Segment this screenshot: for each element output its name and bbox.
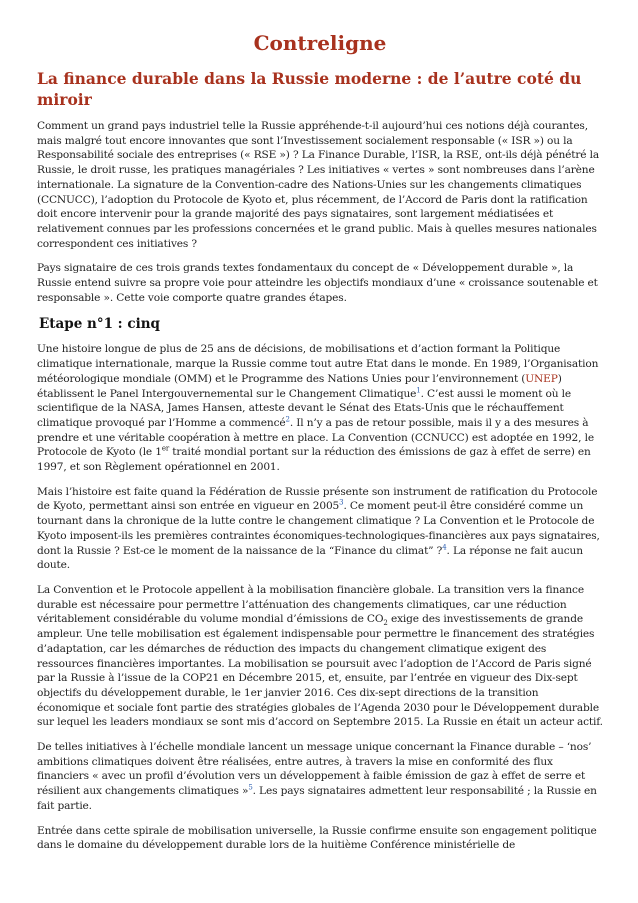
ordinal-superscript: er [161,444,170,453]
paragraph-engagement: Entrée dans cette spirale de mobilisation universelle, la Russie confirme ensuite son engagement politique dans le domaine du développement durable lors de la huitième Conférence ministérielle de [37,824,597,852]
text-run: exige des investissements de grande ampleur. Une telle mobilisation est également indispensable pour permettre le financement des stratégies d’adaptation, car les démarches de réduction des impacts du changement climatique exigent des ressources financières importantes. La mobilisation se poursuit avec l’adoption de l’Accord de Paris signé par la Russie à l’issue de la COP21 en Décembre 2015, et, ensuite, par l’entrée en vigueur des Dix-sept objectifs du développement durable, le 1er janvier 2016. Ces dix-sept directions de la transition économique et sociale font partie des stratégies globales de l’Agenda 2030 pour le Développement durable sur lequel les leaders mondiaux se sont mis d’accord on Septembre 2015. La Russie en était un acteur actif. [37,613,603,729]
footnote-ref-1[interactable]: 1 [416,386,421,395]
text-run: traité mondial portant sur la réduction des émissions de gaz à effet de serre) en 1997, et son Règlement opérationnel en 2001. [37,446,591,474]
footnote-ref-4[interactable]: 4 [442,543,447,552]
co2-subscript: 2 [383,619,388,628]
text-run: . Les pays signataires admettent leur responsabilité ; la Russie en fait partie. [37,785,597,812]
text-run: . Ce moment peut-il être considéré comme un tournant dans la chronique de la lutte contre le changement climatique ? La Convention et le Protocole de Kyoto imposent-ils les premières contraintes économiques-technologiques-financières aux pays signataires, dont la Russie ? Est-ce le moment de la naissance de la “Finance du climat” ? [37,500,600,557]
text-run: . C’est aussi le moment où le scientifique de la NASA, James Hansen, atteste devant le Sénat des Etats-Unis que le réchauffement climatique provoqué par l’Homme a commencé [37,387,572,429]
paragraph-initiatives [37,740,603,814]
text-run: De telles initiatives à l’échelle mondiale lancent un message unique concernant la Finance durable – ‘nos’ ambitions climatiques doivent être réalisées, entre autres, à travers la mise en conformité des flux financiers « avec un profil d’évolution vers un développement à faible émission de gaz à effet de serre et résilient aux changements climatiques » [37,741,592,798]
text-run: Une histoire longue de plus de 25 ans de décisions, de mobilisations et d’action formant la Politique climatique internationale, marque la Russie comme tout autre Etat dans le monde. En 1989, l’Organisation météorologique mondiale (OMM) et le Programme des Nations Unies pour l’environnement ( [37,343,599,385]
document-page [37,0,603,863]
text-run: . La réponse ne fait aucun doute. [37,544,583,572]
paragraph-intro: Comment un grand pays industriel telle la Russie appréhende-t-il aujourd’hui ces notions déjà courantes, mais malgré tout encore innovantes que sont l’Investissement socialement responsable (« ISR ») ou la Responsabilité sociale des entreprises (« RSE ») ? La Finance Durable, l’ISR, la RSE, ont-ils déjà pénétré la Russie, le droit russe, les pratiques managériales ? Les initiatives « vertes » sont nombreuses dans l’arène internationale. La signature de la Convention-cadre des Nations-Unies sur les changements climatiques (CCNUCC), l’adoption du Protocole de Kyoto et, plus récemment, de l’Accord de Paris dont la ratification doit encore intervenir pour la grande majorité des pays signataires, sont largement médiatisées et relativement connues par les professions concernées et le grand public. Mais à quelles mesures nationales correspondent ces initiatives ? [37,120,599,250]
paragraph-ratification [37,485,603,573]
footnote-ref-5[interactable]: 5 [248,783,253,792]
text-run: . Il n’y a pas de retour possible, mais il y a des mesures à prendre et une véritable coopération à mettre en place. La Convention (CCNUCC) est adoptée en 1992, le Protocole de Kyoto (le 1 [37,416,594,459]
text-run: La Convention et le Protocole appellent à la mobilisation financière globale. La transition vers la finance durable est nécessaire pour permettre l’atténuation des changements climatiques, car une réduction véritablement considérable du volume mondial d’émissions de CO [37,583,584,626]
text-run: ) établissent le Panel Intergouvernemental sur le Changement Climatique [37,372,562,400]
paragraph-etapes: Pays signataire de ces trois grands textes fondamentaux du concept de « Développement durable », la Russie entend suivre sa propre voie pour atteindre les objectifs mondiaux d’une « croissance soutenable et responsable ». Cette voie comporte quatre grandes étapes. [37,262,598,304]
paragraph-mobilisation [37,583,603,730]
unep-link[interactable]: UNEP [525,372,558,385]
footnote-ref-3[interactable]: 3 [339,498,344,507]
text-run: Mais l’histoire est faite quand la Fédération de Russie présente son instrument de ratification du Protocole de Kyoto, permettant ainsi son entrée en vigueur en 2005 [37,485,598,513]
paragraph-history [37,342,603,474]
section-heading: Etape n°1 : cinq [39,316,160,333]
footnote-ref-2[interactable]: 2 [285,415,290,424]
site-title: Contreligne [253,31,387,55]
article-title: La finance durable dans la Russie moderne : de l’autre coté du miroir [37,69,582,109]
